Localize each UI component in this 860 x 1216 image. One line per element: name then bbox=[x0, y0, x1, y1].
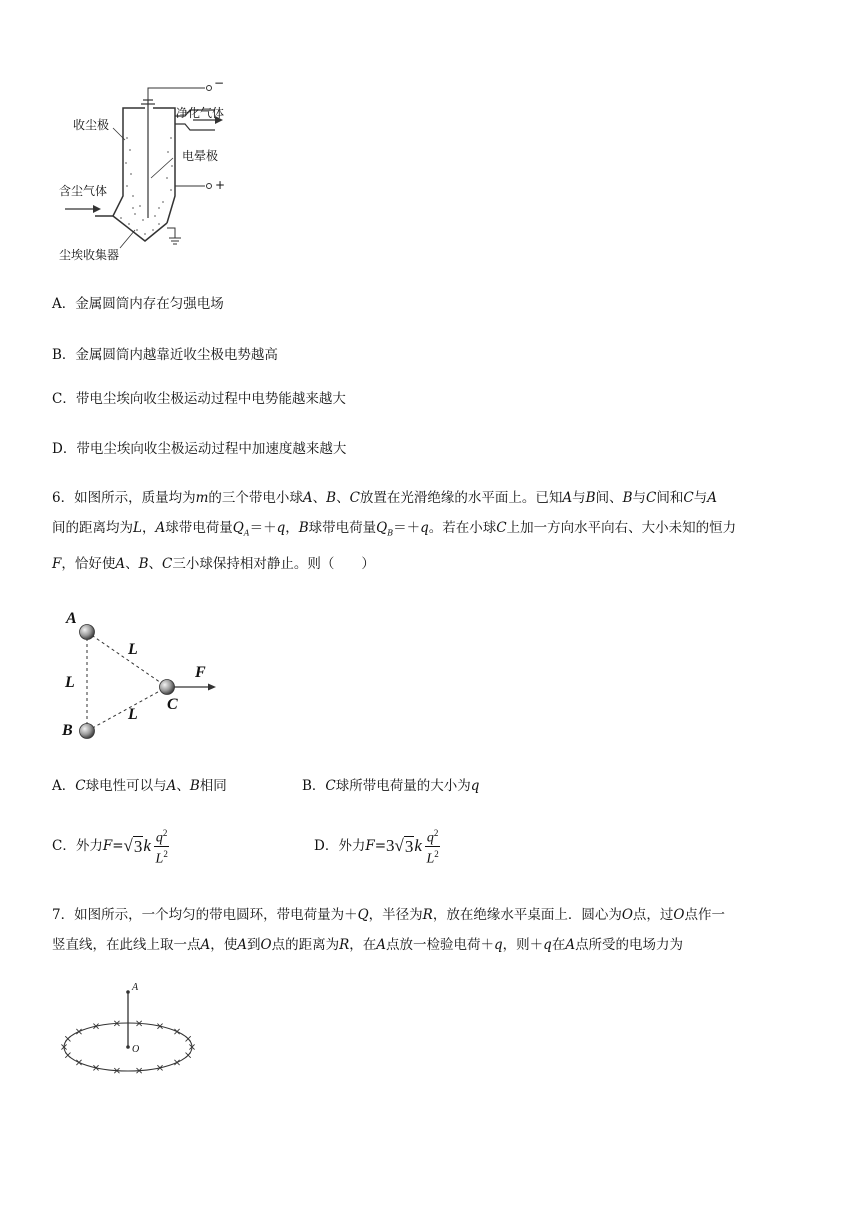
q7-stem bbox=[52, 900, 822, 960]
q6-option-d: D．外力 F = 3 √ 3 k $\frac{q^2}{L^2}$ bbox=[314, 828, 439, 867]
clean-gas-label-visible: 净化气体 bbox=[176, 106, 225, 120]
q6-option-c: C．外力 F = √ 3 k $\frac{q^2}{L^2}$ bbox=[52, 828, 168, 867]
force-f-label: F bbox=[195, 664, 206, 681]
charge-mark bbox=[76, 1029, 81, 1034]
corona-label: 电晕极 bbox=[182, 149, 219, 163]
collector-label: 收尘极 bbox=[73, 118, 110, 132]
precipitator-diagram bbox=[55, 78, 255, 268]
charge-mark bbox=[186, 1053, 191, 1058]
formula-c: √ 3 k $\frac{q^2}{L^2}$ bbox=[123, 828, 168, 867]
ball-b-label: B bbox=[62, 722, 73, 739]
charge-mark bbox=[174, 1060, 179, 1065]
q6-line-2: 间的距离均为L，A球带电荷量$Q_A=+q$，B球带电荷量$Q_B=+q$。若在小球C上加一方向水平向右、大小未知的恒力 bbox=[52, 520, 737, 538]
q6-stem bbox=[52, 483, 822, 579]
charge-mark bbox=[65, 1036, 70, 1041]
figure-precipitator bbox=[55, 78, 255, 268]
q6-line-3: F，恰好使A、B、C三小球保持相对静止。则（ ） bbox=[52, 555, 375, 572]
charge-mark bbox=[76, 1060, 81, 1065]
q7-line-1: 7．如图所示，一个均匀的带电圆环，带电荷量为＋Q，半径为R，放在绝缘水平桌面上．圆心为O点，过O点作一 bbox=[52, 907, 725, 923]
charge-mark bbox=[65, 1053, 70, 1058]
side-ab-label: L bbox=[65, 674, 75, 691]
q7-line-2: 竖直线，在此线上取一点A，使A到O点的距离为R，在A点放一检验电荷＋q，则＋q在A点所受的电场力为 bbox=[52, 937, 684, 953]
side-ac-label: L bbox=[128, 641, 138, 658]
minus-terminal-label: − bbox=[214, 76, 225, 90]
q6-option-a: A．C球电性可以与A、B相同 bbox=[52, 778, 227, 794]
triangle-diagram bbox=[55, 608, 235, 748]
dusty-gas-label: 含尘气体 bbox=[59, 184, 108, 198]
side-bc-label: L bbox=[128, 706, 138, 723]
q5-option-b: B．金属圆筒内越靠近收尘极电势越高 bbox=[52, 347, 278, 363]
figure-triangle bbox=[55, 608, 235, 748]
formula-d: 3 √ 3 k $\frac{q^2}{L^2}$ bbox=[386, 828, 439, 867]
figure-ring bbox=[55, 980, 205, 1085]
hopper-label: 尘埃收集器 bbox=[59, 248, 120, 262]
point-o-label: O bbox=[132, 1044, 140, 1055]
charge-mark bbox=[186, 1036, 191, 1041]
ball-c-label: C bbox=[167, 696, 178, 713]
ring-diagram bbox=[55, 980, 205, 1085]
plus-terminal-label: + bbox=[215, 178, 226, 192]
q5-option-c: C．带电尘埃向收尘极运动过程中电势能越来越大 bbox=[52, 391, 346, 407]
point-a-label: A bbox=[132, 982, 139, 993]
ball-a-label: A bbox=[66, 610, 77, 627]
q6-line-1: 6．如图所示，质量均为m的三个带电小球A、B、C放置在光滑绝缘的水平面上。已知A与B间、B与C间和C与A bbox=[52, 490, 717, 506]
q6-option-b: B．C球所带电荷量的大小为q bbox=[302, 778, 480, 794]
q5-option-d: D．带电尘埃向收尘极运动过程中加速度越来越大 bbox=[52, 441, 347, 457]
charge-mark bbox=[174, 1029, 179, 1034]
q5-option-a: A．金属圆筒内存在匀强电场 bbox=[52, 296, 224, 312]
